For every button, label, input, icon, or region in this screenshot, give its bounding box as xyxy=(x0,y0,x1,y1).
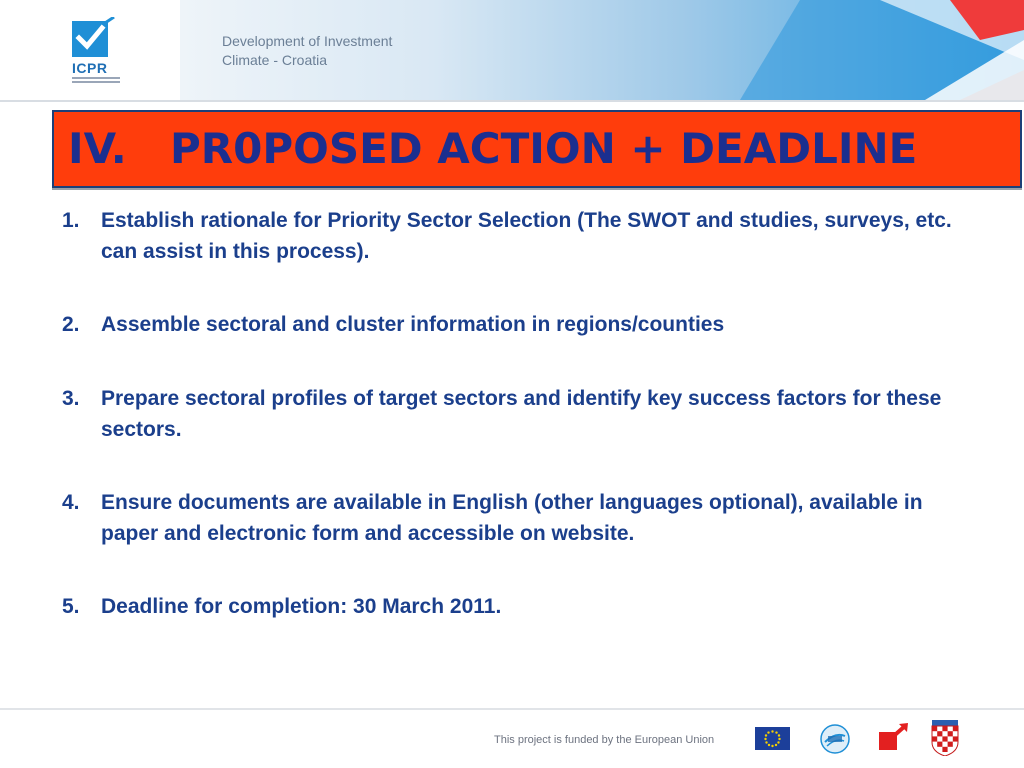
idi-logo-icon xyxy=(820,724,850,754)
banner-line-2: Climate - Croatia xyxy=(222,52,328,68)
item-text: Assemble sectoral and cluster information in regions/counties xyxy=(101,313,725,336)
banner-line-1: Development of Investment xyxy=(222,33,393,49)
item-number: 1. xyxy=(62,209,80,232)
slide-title xyxy=(68,124,1018,173)
section-title: PR0POSED ACTION + DEADLINE xyxy=(170,124,918,173)
eu-flag-icon xyxy=(755,727,790,750)
item-text: Ensure documents are available in English (other languages optional), available in paper and electronic form and accessible on website. xyxy=(101,491,923,545)
funding-statement: This project is funded by the European Union xyxy=(494,734,715,746)
slide-title-band xyxy=(52,110,1022,188)
header xyxy=(0,0,1024,100)
checkmark-logo-icon xyxy=(72,17,116,57)
croatia-coat-of-arms-icon xyxy=(930,720,960,756)
icpr-logo xyxy=(0,0,180,100)
logo-text: ICPR xyxy=(72,60,108,76)
header-banner xyxy=(180,0,1024,100)
logo-subtext xyxy=(72,77,120,87)
header-divider xyxy=(0,100,1024,102)
item-text: Deadline for completion: 30 March 2011. xyxy=(101,595,502,618)
red-arrow-logo-icon xyxy=(877,722,909,752)
item-number: 5. xyxy=(62,595,80,618)
section-number: IV. xyxy=(68,124,127,173)
footer-divider xyxy=(0,708,1024,710)
item-number: 2. xyxy=(62,313,80,336)
item-number: 4. xyxy=(62,491,80,514)
item-text: Establish rationale for Priority Sector Selection (The SWOT and studies, surveys, etc. can assist in this process). xyxy=(101,209,952,263)
item-number: 3. xyxy=(62,387,80,410)
banner-title xyxy=(222,32,392,70)
item-text: Prepare sectoral profiles of target sectors and identify key success factors for these sectors. xyxy=(101,387,942,441)
